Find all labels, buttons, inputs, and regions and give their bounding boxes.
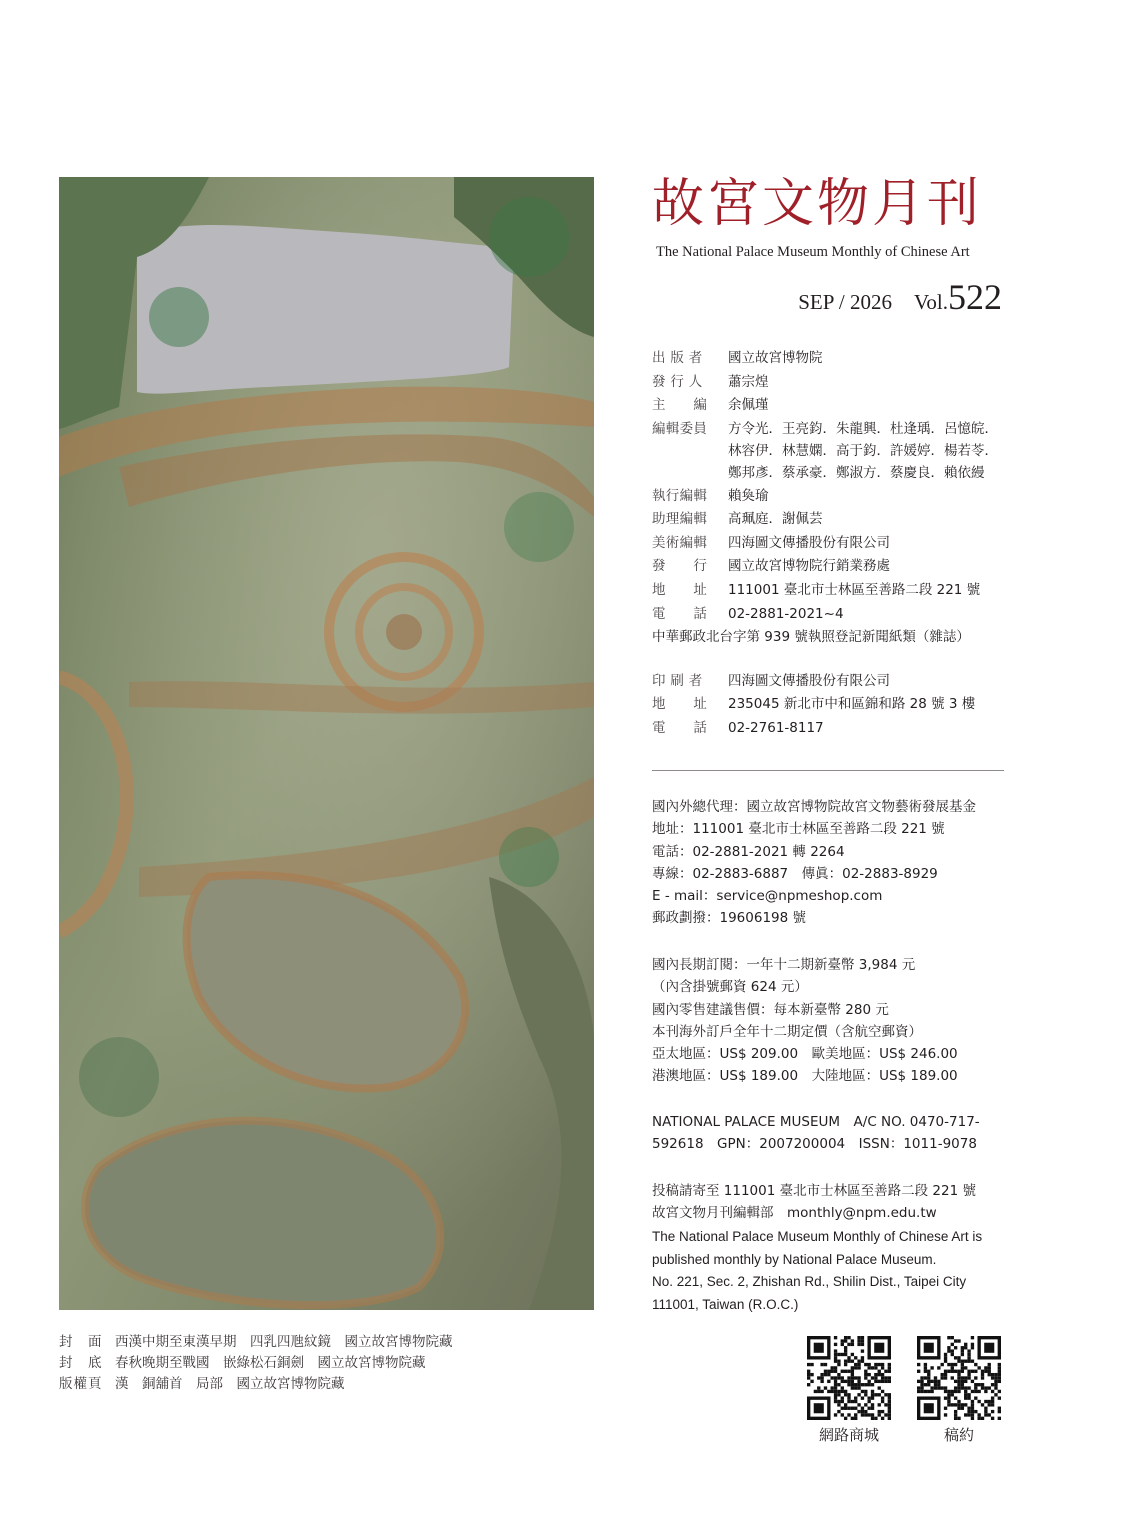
credit-label: 主 編 bbox=[652, 397, 708, 414]
pricing-line: 亞太地區：US$ 209.00 歐美地區：US$ 246.00 bbox=[652, 1046, 958, 1063]
credit-value: 高珮庭．謝佩芸 bbox=[728, 511, 823, 528]
credit-label: 助理編輯 bbox=[652, 511, 708, 528]
board-member-line: 鄭邦彥．蔡承豪．鄭淑方．蔡慶良．賴依縵 bbox=[728, 465, 985, 482]
credit-label: 發 行 bbox=[652, 558, 708, 575]
credit-row bbox=[652, 532, 998, 556]
magazine-title: 故宮文物月刊 bbox=[652, 174, 983, 234]
agent-line: 郵政劃撥：19606198 號 bbox=[652, 910, 807, 927]
caption-label: 封 面 bbox=[59, 1334, 103, 1350]
credit-label: 電 話 bbox=[652, 605, 708, 622]
qr-label: 網路商城 bbox=[818, 1426, 879, 1444]
agent-line: 電話：02-2881-2021 轉 2264 bbox=[652, 843, 845, 860]
distribution-agent-block bbox=[652, 796, 976, 930]
agent-line: 專線：02-2883-6887 傳眞：02-2883-8929 bbox=[652, 865, 938, 882]
credit-row bbox=[652, 603, 998, 627]
board-member-line: 方令光．王亮鈞．朱龍興．杜逢瑀．呂憶皖． bbox=[728, 420, 998, 437]
bronze-relief-image bbox=[59, 177, 594, 1310]
pricing-line: （內含掛號郵資 624 元） bbox=[652, 979, 808, 996]
pricing-line: 本刊海外訂戶全年十二期定價（含航空郵資） bbox=[652, 1023, 922, 1040]
credit-value: 235045 新北市中和區錦和路 28 號 3 樓 bbox=[728, 696, 976, 713]
credit-value: 國立故宮博物院 bbox=[728, 350, 823, 366]
pricing-line: 港澳地區：US$ 189.00 大陸地區：US$ 189.00 bbox=[652, 1068, 958, 1085]
credit-row bbox=[652, 508, 998, 532]
english-line: No. 221, Sec. 2, Zhishan Rd., Shilin Dist., Taipei City bbox=[652, 1274, 967, 1290]
printer-row bbox=[652, 670, 998, 694]
credit-label: 電 話 bbox=[652, 720, 708, 737]
english-line: The National Palace Museum Monthly of Chinese Art is bbox=[652, 1229, 983, 1244]
submission-block bbox=[652, 1180, 976, 1225]
qr-code-icon[interactable] bbox=[807, 1336, 891, 1420]
magazine-subtitle: The National Palace Museum Monthly of Chinese Art bbox=[656, 244, 970, 260]
english-line: published monthly by National Palace Museum. bbox=[652, 1251, 937, 1267]
submission-line: 故宮文物月刊編輯部 monthly@npm.edu.tw bbox=[652, 1205, 937, 1222]
credit-value: 02-2761-8117 bbox=[728, 720, 824, 737]
credit-value: 02-2881-2021~4 bbox=[728, 605, 844, 622]
credit-row bbox=[652, 485, 998, 509]
account-info-block bbox=[652, 1111, 980, 1156]
issue-line bbox=[770, 276, 1002, 318]
subscription-pricing-block bbox=[652, 954, 958, 1088]
credit-label: 發 行 人 bbox=[652, 373, 703, 390]
account-line: NATIONAL PALACE MUSEUM A/C NO. 0470-717- bbox=[652, 1114, 980, 1130]
credit-row bbox=[652, 555, 998, 579]
volume-label: Vol. bbox=[913, 290, 948, 314]
credit-label: 印 刷 者 bbox=[652, 672, 703, 689]
credit-label: 編輯委員 bbox=[652, 420, 708, 437]
postal-registration: 中華郵政北台字第 939 號執照登記新聞紙類（雜誌） bbox=[652, 629, 970, 646]
credit-label: 執行編輯 bbox=[652, 487, 708, 504]
credit-value: 賴奐瑜 bbox=[728, 487, 769, 504]
credit-label: 出 版 者 bbox=[652, 350, 703, 366]
pricing-line: 國內長期訂閱：一年十二期新臺幣 3,984 元 bbox=[652, 957, 916, 973]
agent-email[interactable]: E - mail：service@npmeshop.com bbox=[652, 888, 883, 905]
caption-text: 漢 銅舖首 局部 國立故宮博物院藏 bbox=[115, 1376, 345, 1392]
credit-label: 美術編輯 bbox=[652, 534, 708, 551]
cover-artwork-photo bbox=[59, 177, 594, 1310]
caption-row bbox=[59, 1374, 453, 1395]
section-divider bbox=[652, 770, 1004, 771]
caption-row bbox=[59, 1332, 453, 1353]
credit-row bbox=[652, 347, 998, 371]
qr-label: 稿約 bbox=[943, 1426, 974, 1444]
board-member-line: 林容伊．林慧嫻．高于鈞．許媛婷．楊若苓． bbox=[728, 443, 998, 460]
credit-value: 余佩瑾 bbox=[728, 397, 769, 414]
credit-row bbox=[652, 371, 998, 395]
credit-row bbox=[652, 394, 998, 418]
printer-row bbox=[652, 693, 998, 717]
english-line: 111001, Taiwan (R.O.C.) bbox=[652, 1296, 799, 1312]
credit-value: 國立故宮博物院行銷業務處 bbox=[728, 558, 890, 575]
pricing-line: 國內零售建議售價：每本新臺幣 280 元 bbox=[652, 1001, 889, 1018]
caption-row bbox=[59, 1353, 453, 1374]
qr-code-icon[interactable] bbox=[917, 1336, 1001, 1420]
volume-number: 522 bbox=[948, 277, 1002, 317]
credit-label: 地 址 bbox=[652, 696, 708, 713]
credit-value: 四海圖文傳播股份有限公司 bbox=[728, 672, 890, 689]
caption-label: 封 底 bbox=[59, 1355, 103, 1371]
qr-online-store[interactable] bbox=[807, 1336, 891, 1445]
caption-label: 版權頁 bbox=[59, 1376, 103, 1392]
credit-value: 四海圖文傳播股份有限公司 bbox=[728, 534, 890, 551]
submission-line: 投稿請寄至 111001 臺北市士林區至善路二段 221 號 bbox=[652, 1183, 976, 1199]
credit-label: 地 址 bbox=[652, 582, 708, 599]
credit-value: 蕭宗煌 bbox=[728, 373, 769, 390]
english-publisher-note bbox=[652, 1226, 982, 1316]
issue-date: SEP / 2026 bbox=[798, 290, 892, 314]
caption-text: 春秋晚期至戰國 嵌綠松石銅劍 國立故宮博物院藏 bbox=[115, 1355, 426, 1371]
qr-submission-guidelines[interactable] bbox=[917, 1336, 1001, 1445]
account-line: 592618 GPN：2007200004 ISSN：1011-9078 bbox=[652, 1136, 977, 1153]
photo-captions bbox=[59, 1332, 453, 1395]
editorial-board-members bbox=[728, 418, 998, 485]
credit-row-editorial-board bbox=[652, 418, 998, 485]
printer-row bbox=[652, 717, 998, 741]
agent-line: 地址：111001 臺北市士林區至善路二段 221 號 bbox=[652, 821, 945, 838]
caption-text: 西漢中期至東漢早期 四乳四虺紋鏡 國立故宮博物院藏 bbox=[115, 1334, 453, 1350]
credit-row bbox=[652, 579, 998, 603]
agent-line: 國內外總代理：國立故宮博物院故宮文物藝術發展基金 bbox=[652, 799, 976, 815]
staff-credits bbox=[652, 347, 998, 741]
credit-value: 111001 臺北市士林區至善路二段 221 號 bbox=[728, 582, 981, 599]
